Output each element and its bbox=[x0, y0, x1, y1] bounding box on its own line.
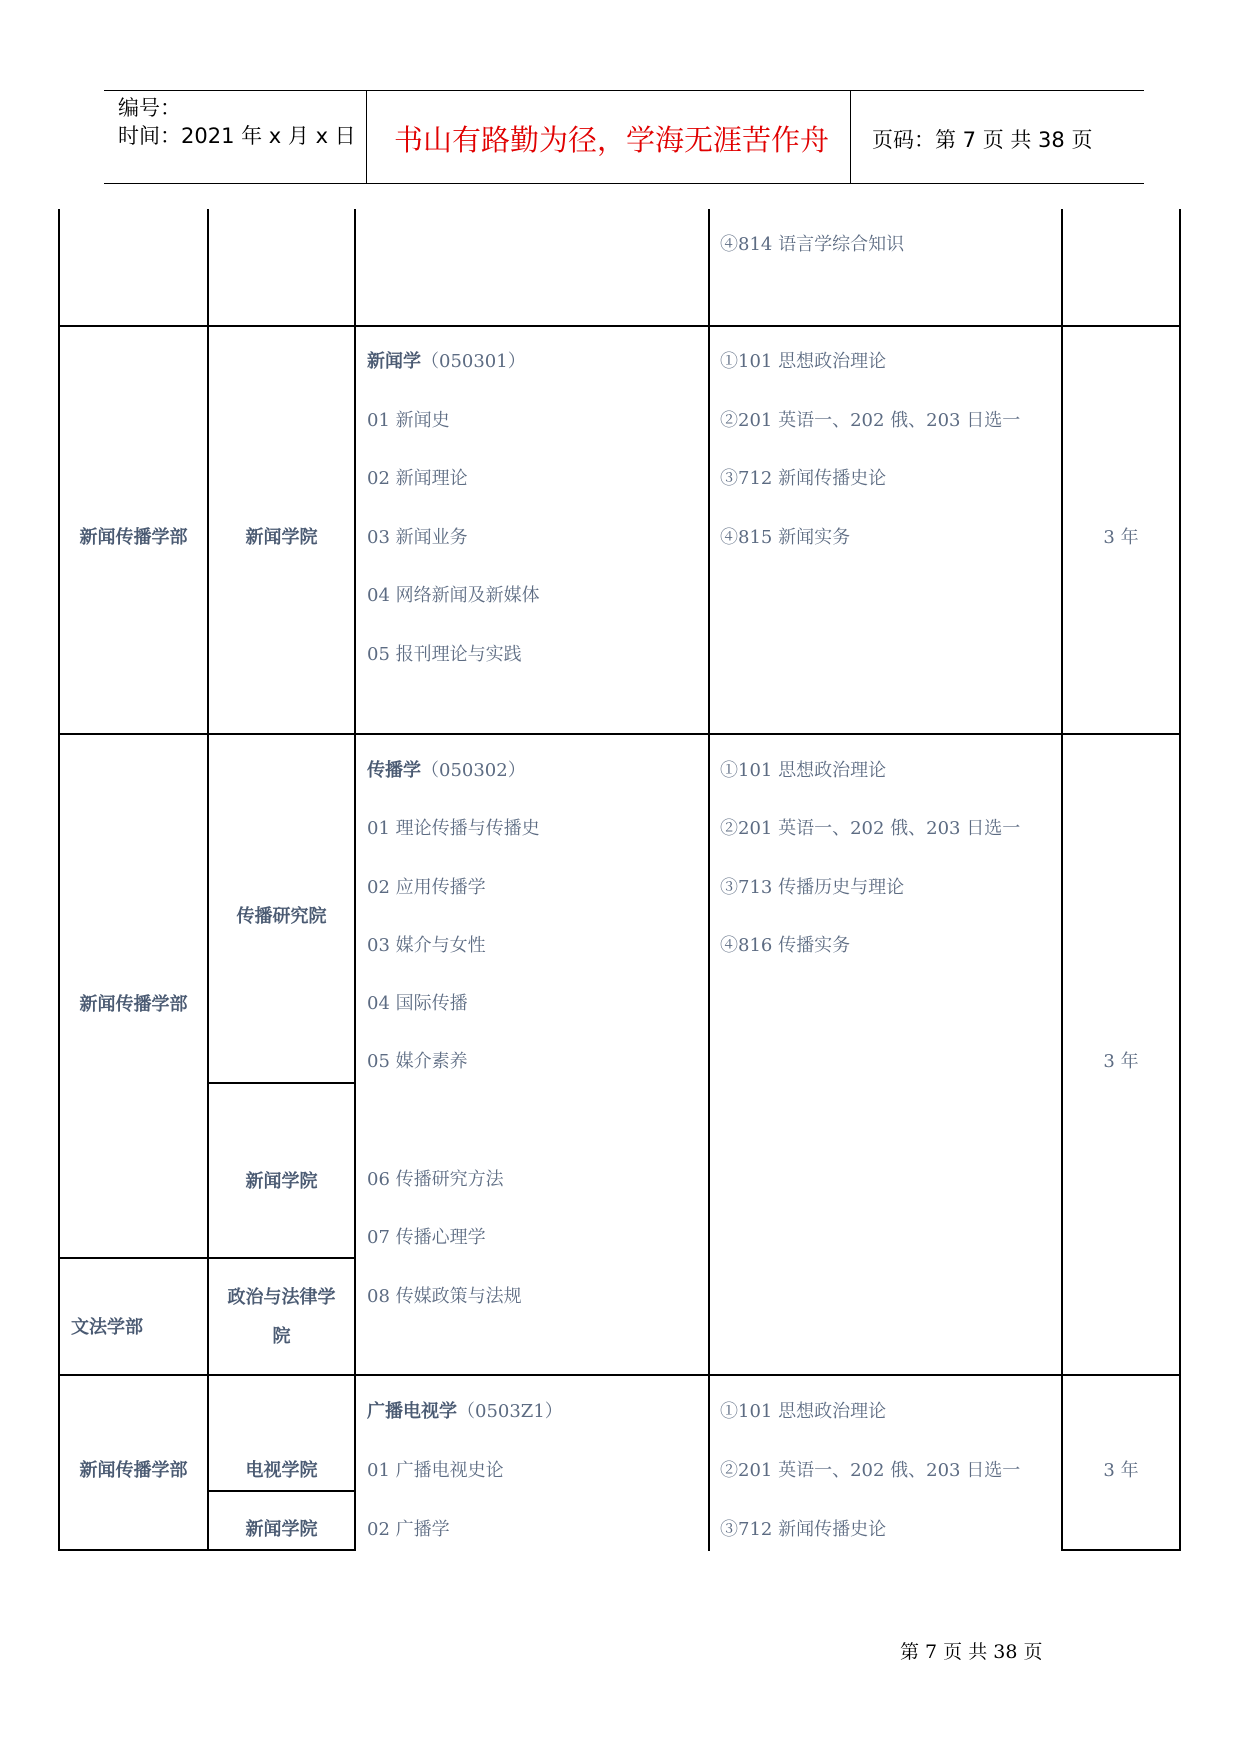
header-page-label: 页码：第 7 页 共 38 页 bbox=[872, 128, 1093, 152]
duration-cell: 3 年 bbox=[1103, 1460, 1139, 1481]
header-time-label: 时间：2021 年 x 月 x 日 bbox=[118, 124, 356, 148]
row-line-1 bbox=[58, 325, 1181, 327]
exam-item: ③712 新闻传播史论 bbox=[720, 468, 887, 489]
major-code: （050301） bbox=[421, 351, 526, 372]
header-motto: 书山有路勤为径，学海无涯苦作舟 bbox=[394, 123, 830, 157]
row-line-2a bbox=[207, 1082, 356, 1084]
row-line-3 bbox=[58, 1374, 1181, 1376]
table-right-border bbox=[1179, 209, 1181, 1551]
college-cell: 新闻学院 bbox=[245, 527, 318, 548]
exam-item: ④816 传播实务 bbox=[720, 935, 851, 956]
row-line-2 bbox=[58, 733, 1181, 735]
direction-item: 01 理论传播与传播史 bbox=[367, 818, 540, 839]
exam-item: ③713 传播历史与理论 bbox=[720, 877, 905, 898]
direction-item: 02 应用传播学 bbox=[367, 877, 486, 898]
college-cell: 传播研究院 bbox=[236, 906, 327, 927]
direction-item: 03 新闻业务 bbox=[367, 527, 468, 548]
college-cell: 新闻学院 bbox=[245, 1519, 318, 1540]
exam-item: ①101 思想政治理论 bbox=[720, 351, 887, 372]
exam-item: ②201 英语一、202 俄、203 日选一 bbox=[720, 410, 1021, 431]
direction-item: 06 传播研究方法 bbox=[367, 1169, 504, 1190]
major-heading bbox=[367, 350, 526, 374]
direction-item: 01 广播电视史论 bbox=[367, 1460, 504, 1481]
col-line-3 bbox=[708, 209, 710, 1551]
duration-cell: 3 年 bbox=[1103, 527, 1139, 548]
table-bottom-left bbox=[58, 1549, 356, 1551]
row-line-3a bbox=[207, 1490, 356, 1492]
exam-item: ②201 英语一、202 俄、203 日选一 bbox=[720, 818, 1021, 839]
exam-item: ①101 思想政治理论 bbox=[720, 760, 887, 781]
table-left-border bbox=[58, 209, 60, 1551]
major-code: （050302） bbox=[421, 760, 526, 781]
col-line-2 bbox=[354, 209, 356, 1551]
direction-item: 03 媒介与女性 bbox=[367, 935, 486, 956]
exam-item: ①101 思想政治理论 bbox=[720, 1401, 887, 1422]
direction-item: 04 网络新闻及新媒体 bbox=[367, 585, 540, 606]
major-code: （0503Z1） bbox=[457, 1401, 563, 1422]
page-footer: 第 7 页 共 38 页 bbox=[900, 1641, 1043, 1663]
college-cell: 院 bbox=[272, 1326, 291, 1347]
table-bottom-right bbox=[1061, 1549, 1181, 1551]
direction-item: 02 新闻理论 bbox=[367, 468, 468, 489]
major-title: 传播学 bbox=[367, 760, 421, 781]
department-cell: 新闻传播学部 bbox=[79, 994, 188, 1015]
exam-item: ②201 英语一、202 俄、203 日选一 bbox=[720, 1460, 1021, 1481]
direction-item: 05 媒介素养 bbox=[367, 1051, 468, 1072]
exam-item: ④815 新闻实务 bbox=[720, 527, 851, 548]
major-title: 广播电视学 bbox=[367, 1401, 457, 1422]
direction-item: 04 国际传播 bbox=[367, 993, 468, 1014]
col-line-4 bbox=[1061, 209, 1063, 1551]
direction-item: 02 广播学 bbox=[367, 1519, 450, 1540]
col-line-1 bbox=[207, 209, 209, 1551]
college-cell: 电视学院 bbox=[245, 1460, 318, 1481]
direction-item: 01 新闻史 bbox=[367, 410, 450, 431]
college-cell: 政治与法律学 bbox=[227, 1287, 336, 1308]
header-number-label: 编号： bbox=[118, 96, 181, 120]
department-cell: 新闻传播学部 bbox=[79, 1460, 188, 1481]
exam-item: ③712 新闻传播史论 bbox=[720, 1519, 887, 1540]
major-title: 新闻学 bbox=[367, 351, 421, 372]
exam-item: ④814 语言学综合知识 bbox=[720, 234, 905, 255]
direction-item: 05 报刊理论与实践 bbox=[367, 644, 522, 665]
row-line-2b bbox=[58, 1257, 356, 1259]
direction-item: 07 传播心理学 bbox=[367, 1227, 486, 1248]
major-heading bbox=[367, 759, 526, 783]
college-cell: 新闻学院 bbox=[245, 1171, 318, 1192]
direction-item: 08 传媒政策与法规 bbox=[367, 1286, 522, 1307]
duration-cell: 3 年 bbox=[1103, 1051, 1139, 1072]
department-cell: 文法学部 bbox=[71, 1317, 143, 1338]
department-cell: 新闻传播学部 bbox=[79, 527, 188, 548]
major-heading bbox=[367, 1400, 563, 1424]
